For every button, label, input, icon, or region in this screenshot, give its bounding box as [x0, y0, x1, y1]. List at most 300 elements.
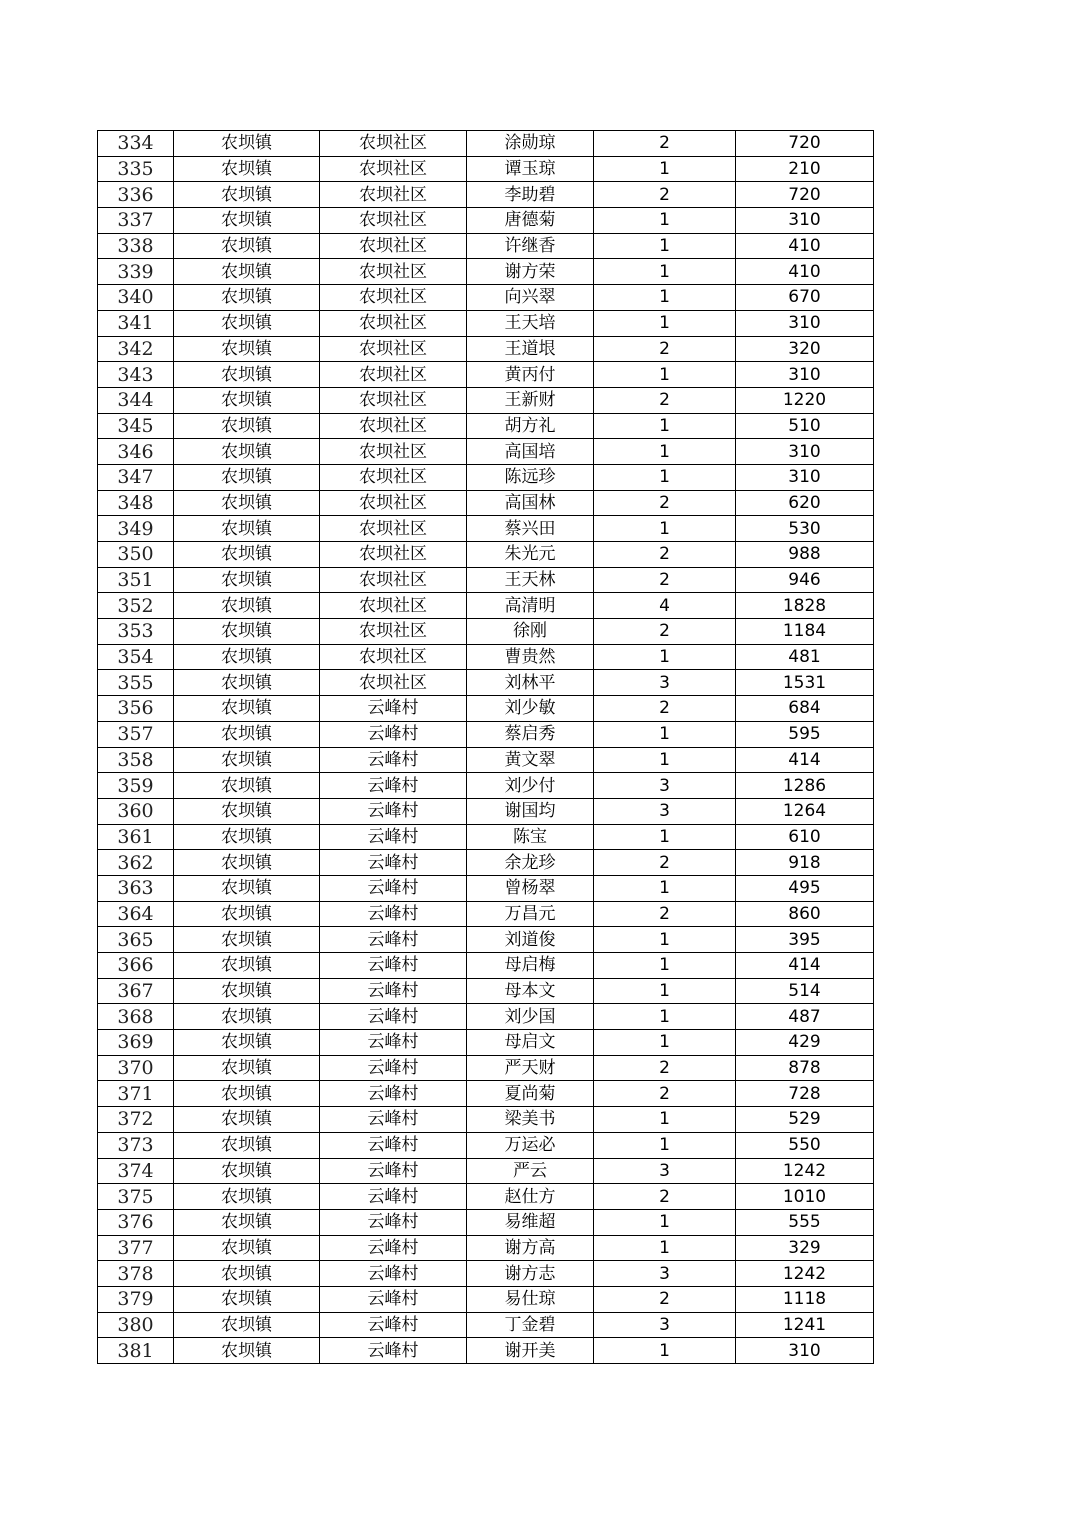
row-number-cell: 335: [98, 156, 174, 182]
amount-cell: 1264: [736, 798, 874, 824]
household-size-cell: 1: [594, 1132, 736, 1158]
table-row: [98, 259, 874, 285]
amount-cell: 495: [736, 875, 874, 901]
township-cell: 农坝镇: [174, 953, 320, 979]
person-name-cell: 刘少敏: [467, 696, 594, 722]
village-cell: 农坝社区: [320, 208, 467, 234]
village-cell: 云峰村: [320, 798, 467, 824]
amount-cell: 1828: [736, 593, 874, 619]
person-name-cell: 陈宝: [467, 824, 594, 850]
township-cell: 农坝镇: [174, 336, 320, 362]
household-size-cell: 3: [594, 1312, 736, 1338]
person-name-cell: 刘少付: [467, 773, 594, 799]
village-cell: 农坝社区: [320, 490, 467, 516]
household-size-cell: 2: [594, 619, 736, 645]
table-row: [98, 1004, 874, 1030]
amount-cell: 878: [736, 1055, 874, 1081]
person-name-cell: 赵仕方: [467, 1184, 594, 1210]
amount-cell: 310: [736, 310, 874, 336]
township-cell: 农坝镇: [174, 1209, 320, 1235]
table-row: [98, 721, 874, 747]
amount-cell: 1286: [736, 773, 874, 799]
township-cell: 农坝镇: [174, 1081, 320, 1107]
village-cell: 云峰村: [320, 824, 467, 850]
table-row: [98, 1081, 874, 1107]
amount-cell: 530: [736, 516, 874, 542]
row-number-cell: 374: [98, 1158, 174, 1184]
row-number-cell: 366: [98, 953, 174, 979]
table-row: [98, 362, 874, 388]
amount-cell: 414: [736, 953, 874, 979]
village-cell: 农坝社区: [320, 259, 467, 285]
household-size-cell: 1: [594, 721, 736, 747]
village-cell: 云峰村: [320, 773, 467, 799]
amount-cell: 1220: [736, 387, 874, 413]
row-number-cell: 373: [98, 1132, 174, 1158]
township-cell: 农坝镇: [174, 850, 320, 876]
row-number-cell: 340: [98, 285, 174, 311]
table-row: [98, 233, 874, 259]
household-size-cell: 1: [594, 208, 736, 234]
table-row: [98, 542, 874, 568]
row-number-cell: 361: [98, 824, 174, 850]
township-cell: 农坝镇: [174, 901, 320, 927]
table-body: [98, 131, 874, 1364]
table-row: [98, 182, 874, 208]
person-name-cell: 夏尚菊: [467, 1081, 594, 1107]
row-number-cell: 365: [98, 927, 174, 953]
household-size-cell: 1: [594, 464, 736, 490]
village-cell: 云峰村: [320, 953, 467, 979]
village-cell: 农坝社区: [320, 233, 467, 259]
amount-cell: 720: [736, 131, 874, 157]
amount-cell: 684: [736, 696, 874, 722]
table-row: [98, 208, 874, 234]
household-size-cell: 2: [594, 1081, 736, 1107]
person-name-cell: 徐刚: [467, 619, 594, 645]
person-name-cell: 高国林: [467, 490, 594, 516]
row-number-cell: 343: [98, 362, 174, 388]
village-cell: 云峰村: [320, 901, 467, 927]
row-number-cell: 348: [98, 490, 174, 516]
township-cell: 农坝镇: [174, 1030, 320, 1056]
person-name-cell: 刘林平: [467, 670, 594, 696]
township-cell: 农坝镇: [174, 1158, 320, 1184]
row-number-cell: 352: [98, 593, 174, 619]
village-cell: 农坝社区: [320, 156, 467, 182]
table-row: [98, 567, 874, 593]
table-row: [98, 1261, 874, 1287]
row-number-cell: 346: [98, 439, 174, 465]
table-row: [98, 516, 874, 542]
row-number-cell: 349: [98, 516, 174, 542]
table-row: [98, 696, 874, 722]
township-cell: 农坝镇: [174, 1312, 320, 1338]
household-size-cell: 1: [594, 1004, 736, 1030]
village-cell: 云峰村: [320, 747, 467, 773]
amount-cell: 550: [736, 1132, 874, 1158]
data-table: [97, 130, 874, 1364]
row-number-cell: 359: [98, 773, 174, 799]
table-row: [98, 644, 874, 670]
township-cell: 农坝镇: [174, 156, 320, 182]
amount-cell: 1531: [736, 670, 874, 696]
person-name-cell: 严云: [467, 1158, 594, 1184]
amount-cell: 487: [736, 1004, 874, 1030]
household-size-cell: 4: [594, 593, 736, 619]
village-cell: 云峰村: [320, 1132, 467, 1158]
person-name-cell: 曾杨翠: [467, 875, 594, 901]
person-name-cell: 朱光元: [467, 542, 594, 568]
row-number-cell: 350: [98, 542, 174, 568]
village-cell: 农坝社区: [320, 542, 467, 568]
amount-cell: 555: [736, 1209, 874, 1235]
township-cell: 农坝镇: [174, 387, 320, 413]
person-name-cell: 丁金碧: [467, 1312, 594, 1338]
township-cell: 农坝镇: [174, 259, 320, 285]
table-row: [98, 1055, 874, 1081]
township-cell: 农坝镇: [174, 644, 320, 670]
village-cell: 云峰村: [320, 1261, 467, 1287]
amount-cell: 1242: [736, 1261, 874, 1287]
amount-cell: 481: [736, 644, 874, 670]
row-number-cell: 372: [98, 1107, 174, 1133]
township-cell: 农坝镇: [174, 670, 320, 696]
household-size-cell: 1: [594, 1209, 736, 1235]
row-number-cell: 364: [98, 901, 174, 927]
row-number-cell: 371: [98, 1081, 174, 1107]
row-number-cell: 347: [98, 464, 174, 490]
amount-cell: 310: [736, 208, 874, 234]
township-cell: 农坝镇: [174, 619, 320, 645]
person-name-cell: 刘道俊: [467, 927, 594, 953]
table-row: [98, 824, 874, 850]
person-name-cell: 向兴翠: [467, 285, 594, 311]
village-cell: 农坝社区: [320, 285, 467, 311]
row-number-cell: 356: [98, 696, 174, 722]
person-name-cell: 王道垠: [467, 336, 594, 362]
table-row: [98, 1158, 874, 1184]
township-cell: 农坝镇: [174, 542, 320, 568]
table-row: [98, 387, 874, 413]
township-cell: 农坝镇: [174, 875, 320, 901]
amount-cell: 595: [736, 721, 874, 747]
person-name-cell: 谢方志: [467, 1261, 594, 1287]
row-number-cell: 339: [98, 259, 174, 285]
amount-cell: 1242: [736, 1158, 874, 1184]
village-cell: 云峰村: [320, 696, 467, 722]
township-cell: 农坝镇: [174, 1338, 320, 1364]
row-number-cell: 358: [98, 747, 174, 773]
village-cell: 农坝社区: [320, 182, 467, 208]
township-cell: 农坝镇: [174, 464, 320, 490]
township-cell: 农坝镇: [174, 1107, 320, 1133]
household-size-cell: 2: [594, 490, 736, 516]
village-cell: 云峰村: [320, 1209, 467, 1235]
table-row: [98, 1132, 874, 1158]
person-name-cell: 陈远珍: [467, 464, 594, 490]
amount-cell: 410: [736, 233, 874, 259]
row-number-cell: 341: [98, 310, 174, 336]
village-cell: 云峰村: [320, 721, 467, 747]
village-cell: 农坝社区: [320, 567, 467, 593]
township-cell: 农坝镇: [174, 1286, 320, 1312]
household-size-cell: 1: [594, 953, 736, 979]
row-number-cell: 368: [98, 1004, 174, 1030]
table-row: [98, 439, 874, 465]
person-name-cell: 涂勋琼: [467, 131, 594, 157]
village-cell: 农坝社区: [320, 439, 467, 465]
person-name-cell: 蔡启秀: [467, 721, 594, 747]
village-cell: 云峰村: [320, 1312, 467, 1338]
household-size-cell: 1: [594, 233, 736, 259]
table-row: [98, 156, 874, 182]
township-cell: 农坝镇: [174, 798, 320, 824]
township-cell: 农坝镇: [174, 721, 320, 747]
amount-cell: 918: [736, 850, 874, 876]
village-cell: 农坝社区: [320, 310, 467, 336]
table-row: [98, 875, 874, 901]
household-size-cell: 2: [594, 182, 736, 208]
table-row: [98, 285, 874, 311]
household-size-cell: 2: [594, 696, 736, 722]
row-number-cell: 381: [98, 1338, 174, 1364]
household-size-cell: 1: [594, 824, 736, 850]
township-cell: 农坝镇: [174, 824, 320, 850]
table-row: [98, 670, 874, 696]
row-number-cell: 370: [98, 1055, 174, 1081]
person-name-cell: 谭玉琼: [467, 156, 594, 182]
household-size-cell: 1: [594, 927, 736, 953]
household-size-cell: 1: [594, 285, 736, 311]
table-row: [98, 464, 874, 490]
person-name-cell: 李助碧: [467, 182, 594, 208]
household-size-cell: 1: [594, 978, 736, 1004]
person-name-cell: 王新财: [467, 387, 594, 413]
person-name-cell: 谢方荣: [467, 259, 594, 285]
amount-cell: 310: [736, 464, 874, 490]
village-cell: 云峰村: [320, 1055, 467, 1081]
village-cell: 农坝社区: [320, 387, 467, 413]
person-name-cell: 母启梅: [467, 953, 594, 979]
household-size-cell: 3: [594, 1158, 736, 1184]
amount-cell: 514: [736, 978, 874, 1004]
amount-cell: 310: [736, 362, 874, 388]
township-cell: 农坝镇: [174, 927, 320, 953]
amount-cell: 414: [736, 747, 874, 773]
household-size-cell: 1: [594, 413, 736, 439]
row-number-cell: 378: [98, 1261, 174, 1287]
person-name-cell: 王天林: [467, 567, 594, 593]
table-row: [98, 927, 874, 953]
amount-cell: 1241: [736, 1312, 874, 1338]
household-size-cell: 2: [594, 131, 736, 157]
row-number-cell: 336: [98, 182, 174, 208]
township-cell: 农坝镇: [174, 773, 320, 799]
village-cell: 农坝社区: [320, 362, 467, 388]
amount-cell: 329: [736, 1235, 874, 1261]
row-number-cell: 351: [98, 567, 174, 593]
township-cell: 农坝镇: [174, 362, 320, 388]
row-number-cell: 362: [98, 850, 174, 876]
village-cell: 农坝社区: [320, 593, 467, 619]
household-size-cell: 3: [594, 798, 736, 824]
person-name-cell: 曹贵然: [467, 644, 594, 670]
table-row: [98, 798, 874, 824]
village-cell: 农坝社区: [320, 464, 467, 490]
township-cell: 农坝镇: [174, 1235, 320, 1261]
township-cell: 农坝镇: [174, 233, 320, 259]
township-cell: 农坝镇: [174, 413, 320, 439]
township-cell: 农坝镇: [174, 285, 320, 311]
row-number-cell: 337: [98, 208, 174, 234]
row-number-cell: 357: [98, 721, 174, 747]
table-row: [98, 310, 874, 336]
row-number-cell: 369: [98, 1030, 174, 1056]
row-number-cell: 342: [98, 336, 174, 362]
table-row: [98, 953, 874, 979]
household-size-cell: 1: [594, 362, 736, 388]
township-cell: 农坝镇: [174, 310, 320, 336]
household-size-cell: 1: [594, 1338, 736, 1364]
person-name-cell: 万昌元: [467, 901, 594, 927]
household-size-cell: 1: [594, 1030, 736, 1056]
amount-cell: 410: [736, 259, 874, 285]
person-name-cell: 谢开美: [467, 1338, 594, 1364]
person-name-cell: 高清明: [467, 593, 594, 619]
row-number-cell: 380: [98, 1312, 174, 1338]
person-name-cell: 王天培: [467, 310, 594, 336]
amount-cell: 529: [736, 1107, 874, 1133]
row-number-cell: 376: [98, 1209, 174, 1235]
household-size-cell: 1: [594, 1235, 736, 1261]
village-cell: 农坝社区: [320, 131, 467, 157]
amount-cell: 860: [736, 901, 874, 927]
village-cell: 农坝社区: [320, 619, 467, 645]
table-row: [98, 490, 874, 516]
row-number-cell: 344: [98, 387, 174, 413]
row-number-cell: 363: [98, 875, 174, 901]
village-cell: 云峰村: [320, 1338, 467, 1364]
amount-cell: 670: [736, 285, 874, 311]
township-cell: 农坝镇: [174, 978, 320, 1004]
row-number-cell: 353: [98, 619, 174, 645]
amount-cell: 395: [736, 927, 874, 953]
table-row: [98, 619, 874, 645]
row-number-cell: 379: [98, 1286, 174, 1312]
table-row: [98, 1338, 874, 1364]
township-cell: 农坝镇: [174, 439, 320, 465]
table-row: [98, 850, 874, 876]
village-cell: 农坝社区: [320, 644, 467, 670]
table-row: [98, 593, 874, 619]
township-cell: 农坝镇: [174, 593, 320, 619]
table-row: [98, 747, 874, 773]
household-size-cell: 1: [594, 516, 736, 542]
amount-cell: 1118: [736, 1286, 874, 1312]
table-row: [98, 901, 874, 927]
township-cell: 农坝镇: [174, 1132, 320, 1158]
township-cell: 农坝镇: [174, 1261, 320, 1287]
amount-cell: 720: [736, 182, 874, 208]
village-cell: 云峰村: [320, 1158, 467, 1184]
table-row: [98, 1030, 874, 1056]
row-number-cell: 334: [98, 131, 174, 157]
household-size-cell: 1: [594, 259, 736, 285]
row-number-cell: 360: [98, 798, 174, 824]
household-size-cell: 2: [594, 567, 736, 593]
amount-cell: 310: [736, 1338, 874, 1364]
row-number-cell: 375: [98, 1184, 174, 1210]
village-cell: 云峰村: [320, 927, 467, 953]
row-number-cell: 354: [98, 644, 174, 670]
person-name-cell: 胡方礼: [467, 413, 594, 439]
household-size-cell: 1: [594, 310, 736, 336]
amount-cell: 1010: [736, 1184, 874, 1210]
township-cell: 农坝镇: [174, 182, 320, 208]
village-cell: 云峰村: [320, 1030, 467, 1056]
village-cell: 云峰村: [320, 1235, 467, 1261]
amount-cell: 610: [736, 824, 874, 850]
village-cell: 云峰村: [320, 1107, 467, 1133]
table-row: [98, 978, 874, 1004]
township-cell: 农坝镇: [174, 1004, 320, 1030]
household-size-cell: 3: [594, 773, 736, 799]
person-name-cell: 蔡兴田: [467, 516, 594, 542]
table-row: [98, 1235, 874, 1261]
person-name-cell: 严天财: [467, 1055, 594, 1081]
household-size-cell: 1: [594, 747, 736, 773]
person-name-cell: 易仕琼: [467, 1286, 594, 1312]
household-size-cell: 2: [594, 850, 736, 876]
township-cell: 农坝镇: [174, 696, 320, 722]
household-size-cell: 2: [594, 1286, 736, 1312]
person-name-cell: 母本文: [467, 978, 594, 1004]
township-cell: 农坝镇: [174, 747, 320, 773]
person-name-cell: 高国培: [467, 439, 594, 465]
person-name-cell: 万运必: [467, 1132, 594, 1158]
household-size-cell: 2: [594, 387, 736, 413]
village-cell: 云峰村: [320, 1184, 467, 1210]
row-number-cell: 338: [98, 233, 174, 259]
township-cell: 农坝镇: [174, 1055, 320, 1081]
table-row: [98, 413, 874, 439]
household-size-cell: 2: [594, 1055, 736, 1081]
village-cell: 云峰村: [320, 875, 467, 901]
township-cell: 农坝镇: [174, 490, 320, 516]
household-size-cell: 3: [594, 1261, 736, 1287]
village-cell: 云峰村: [320, 1004, 467, 1030]
household-size-cell: 1: [594, 156, 736, 182]
person-name-cell: 谢方高: [467, 1235, 594, 1261]
person-name-cell: 梁美书: [467, 1107, 594, 1133]
person-name-cell: 谢国均: [467, 798, 594, 824]
household-size-cell: 2: [594, 336, 736, 362]
village-cell: 云峰村: [320, 978, 467, 1004]
household-size-cell: 2: [594, 1184, 736, 1210]
village-cell: 云峰村: [320, 850, 467, 876]
person-name-cell: 母启文: [467, 1030, 594, 1056]
person-name-cell: 黄文翠: [467, 747, 594, 773]
row-number-cell: 345: [98, 413, 174, 439]
township-cell: 农坝镇: [174, 1184, 320, 1210]
person-name-cell: 黄丙付: [467, 362, 594, 388]
table-row: [98, 131, 874, 157]
table-row: [98, 1107, 874, 1133]
person-name-cell: 刘少国: [467, 1004, 594, 1030]
village-cell: 云峰村: [320, 1081, 467, 1107]
amount-cell: 310: [736, 439, 874, 465]
